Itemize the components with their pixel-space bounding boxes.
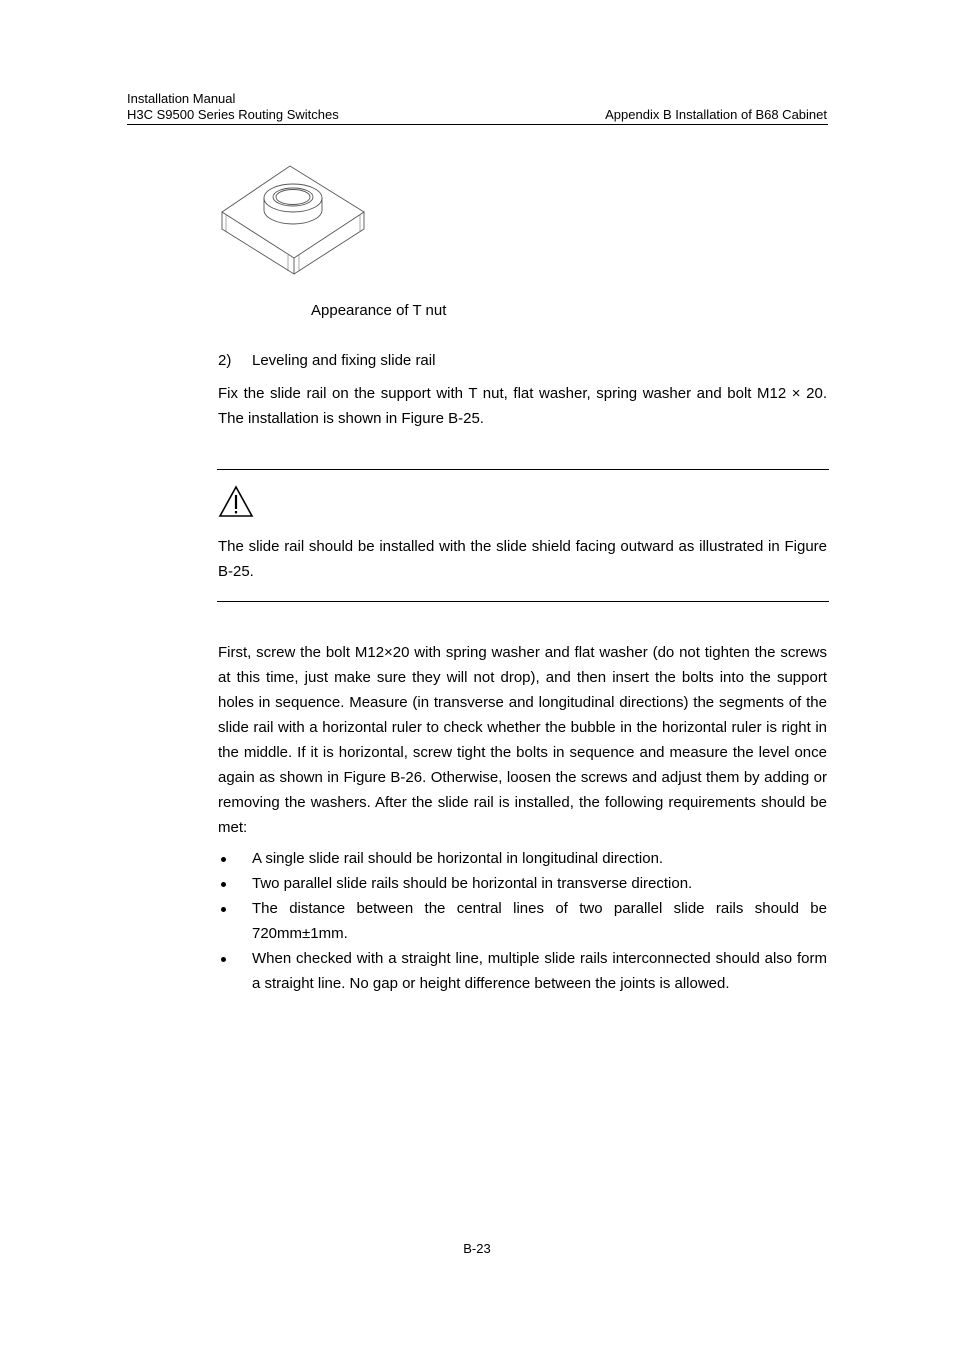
bullet-icon bbox=[221, 957, 226, 962]
main-paragraph: First, screw the bolt M12×20 with spring washer and flat washer (do not tighten the screws at this time, just make sure they will not drop), and then insert the bolts into the support holes in sequence. Measure (in transverse and longitudinal directions) the segments of the slide rail with a horizontal ruler to check whether the bubble in the horizontal ruler is right in the middle. If it is horizontal, screw tight the bolts in sequence and measure the level once again as shown in Figure B-26. Otherwise, loosen the screws and adjust them by adding or removing the washers. After the slide rail is installed, the following requirements should be met: bbox=[218, 644, 827, 836]
intro-paragraph: Fix the slide rail on the support with T nut, flat washer, spring washer and bolt M12 × 20. The installation is shown in Figure B-25. bbox=[218, 385, 827, 427]
list-item: The distance between the central lines of two parallel slide rails should be 720mm±1mm. bbox=[218, 896, 827, 946]
list-item: A single slide rail should be horizontal in longitudinal direction. bbox=[218, 846, 827, 871]
caution-bottom-rule bbox=[217, 601, 829, 602]
step-title: Leveling and fixing slide rail bbox=[252, 352, 436, 369]
header-line2: H3C S9500 Series Routing Switches bbox=[127, 107, 339, 122]
step-heading bbox=[218, 352, 435, 369]
bullet-icon bbox=[221, 907, 226, 912]
caution-text: The slide rail should be installed with the slide shield facing outward as illustrated in Figure B-25. bbox=[218, 538, 827, 580]
header-line1: Installation Manual bbox=[127, 91, 236, 106]
bullet-icon bbox=[221, 882, 226, 887]
list-item: When checked with a straight line, multiple slide rails interconnected should also form a straight line. No gap or height difference between the joints is allowed. bbox=[218, 946, 827, 996]
step-number: 2) bbox=[218, 352, 232, 369]
bullet-icon bbox=[221, 857, 226, 862]
requirements-list bbox=[218, 846, 827, 996]
page-number: B-23 bbox=[463, 1241, 491, 1256]
figure-caption: Appearance of T nut bbox=[311, 302, 447, 319]
caution-top-rule bbox=[217, 469, 829, 470]
header-manual-title bbox=[127, 91, 339, 123]
t-nut-illustration bbox=[218, 160, 368, 275]
list-item: Two parallel slide rails should be horizontal in transverse direction. bbox=[218, 871, 827, 896]
warning-triangle-icon bbox=[218, 485, 254, 518]
header-section-title: Appendix B Installation of B68 Cabinet bbox=[605, 107, 827, 122]
header-divider bbox=[127, 124, 828, 125]
